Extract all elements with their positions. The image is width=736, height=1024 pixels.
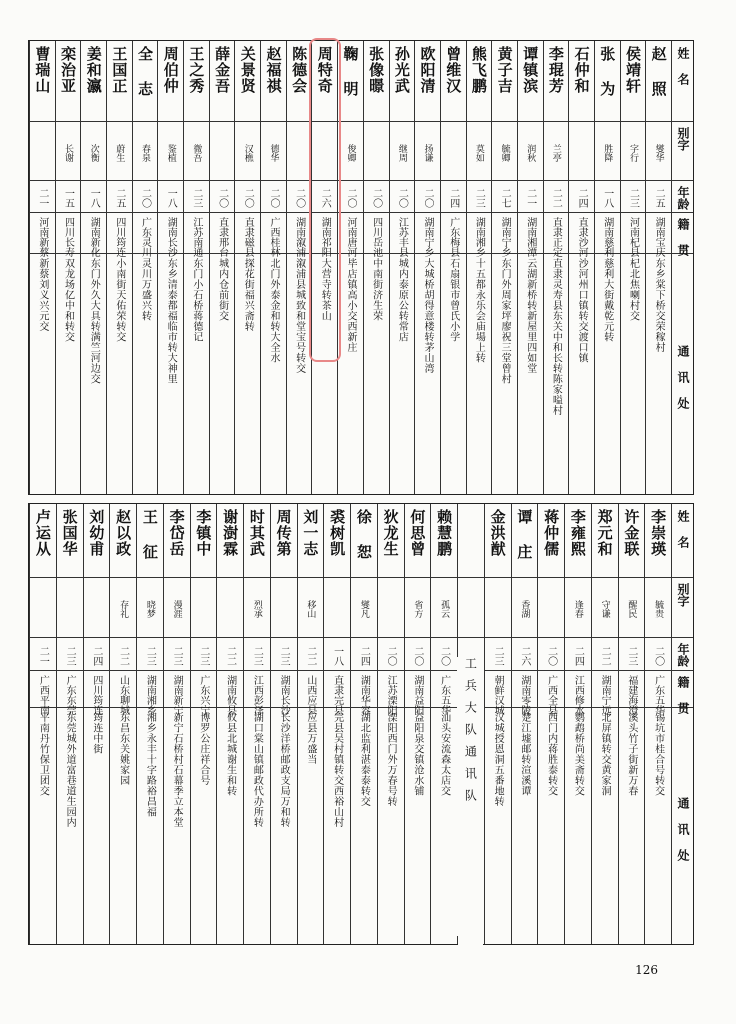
entry-age: 二三 (171, 645, 183, 666)
roster-table-top (28, 40, 694, 495)
entry-address: 益阳泉交镇沧水铺 (411, 712, 423, 796)
entry-address: 杞北焦喇村交 (627, 258, 639, 321)
entry-name: 李雍熙 (568, 509, 587, 557)
entry-age: 一八 (331, 645, 343, 666)
page-number: 126 (635, 963, 658, 977)
entry-address: 小南街天佑荣转交 (113, 258, 125, 342)
entry-address: 长沙洋桥邮政支局万和转 (278, 712, 290, 828)
entry-native: 河南新蔡 (36, 217, 48, 257)
entry-address: 湖口棠山镇邮政代办所转 (251, 712, 263, 828)
entry-address: 东门小石桥蒋德记 (190, 258, 202, 342)
entry-name: 刘一志 (301, 509, 320, 557)
entry-name: 时其武 (247, 509, 266, 557)
entry-native: 湖南新宁 (171, 675, 183, 715)
entry-name: 曹瑞山 (33, 46, 52, 94)
entry-name: 蒋仲儒 (542, 509, 561, 557)
entry-address: 新蔡刘义兴元交 (36, 258, 48, 332)
roster-table-bottom (28, 503, 694, 945)
entry-native: 江西修水 (572, 675, 584, 715)
entry-name: 谭 庄 (515, 509, 534, 560)
entry-name: 栾治亚 (59, 46, 77, 94)
entry-age: 二六 (518, 645, 530, 666)
entry-name: 张 为 (598, 46, 617, 97)
entry-address: 石扇银市曾氏小学 (447, 258, 459, 342)
entry-address: 汕头安流森太店交 (438, 712, 450, 796)
entry-native: 湖南宁乡 (499, 217, 511, 257)
header-alias: 别字 (676, 583, 690, 607)
entry-age: 二三 (251, 645, 263, 666)
entry-alias: 燮华 (653, 143, 664, 162)
entry-name: 周传第 (274, 509, 293, 557)
entry-alias: 长谢 (63, 143, 73, 162)
entry-alias: 毓卿 (499, 143, 510, 162)
entry-age: 二二 (550, 188, 562, 208)
entry-age: 二〇 (344, 188, 356, 208)
entry-age: 二〇 (267, 188, 279, 208)
header-age: 年龄 (676, 643, 690, 667)
entry-address: 应县万盛当 (304, 712, 316, 765)
entry-name: 李岱岳 (167, 509, 186, 557)
entry-native: 河南杞县 (627, 217, 639, 257)
entry-alias: 微吾 (191, 143, 202, 162)
entry-age: 二〇 (385, 645, 397, 666)
entry-alias: 省方 (412, 600, 423, 618)
entry-address: 汉城授恩洞五番地转 (492, 712, 504, 807)
entry-alias: 德华 (268, 143, 279, 162)
entry-name: 李琨芳 (546, 46, 565, 94)
entry-address: 城内仓前街交 (216, 258, 228, 321)
entry-name: 何思曾 (408, 509, 427, 557)
entry-address: 城内泰原公转常店 (396, 258, 408, 342)
entry-age: 二二 (117, 645, 129, 666)
entry-age: 二〇 (370, 188, 382, 208)
entry-age: 二〇 (293, 188, 305, 208)
entry-native: 广西全县 (545, 675, 557, 715)
entry-address: 东昌东关姚家园 (117, 712, 129, 786)
entry-address: 北屏镇转交黄家洞 (599, 712, 611, 796)
entry-native: 湖南新化 (88, 217, 100, 257)
entry-name: 赵福祺 (264, 46, 283, 94)
entry-address: 中南街济生荣 (370, 258, 382, 321)
entry-native: 湖南长沙 (278, 675, 290, 715)
entry-native: 四川筠连 (90, 675, 102, 715)
entry-native: 江苏南通 (190, 217, 202, 257)
entry-name: 鞠 明 (341, 46, 360, 97)
header-native: 籍 贯 (676, 676, 690, 714)
entry-native: 广东五华 (438, 675, 450, 715)
entry-address: 楚江墟邮转渲溪谭 (518, 712, 530, 796)
entry-alias: 存礼 (118, 600, 129, 618)
entry-age: 二三 (190, 188, 202, 208)
header-name: 姓 名 (676, 47, 690, 85)
entry-native: 湖南益阳 (411, 675, 423, 715)
entry-address: 双龙场亿中和转交 (62, 258, 74, 342)
entry-alias: 毓贵 (653, 600, 664, 618)
entry-name: 熊飞鹏 (469, 46, 488, 94)
entry-age: 二〇 (438, 645, 450, 666)
row-divider (29, 670, 693, 671)
entry-name: 王 征 (140, 509, 159, 560)
entry-native: 四川岳池 (370, 217, 382, 257)
entry-age: 二二 (304, 645, 316, 666)
entry-alias: 醒民 (626, 600, 637, 618)
entry-alias: 鉴植 (165, 143, 176, 162)
entry-age: 二四 (576, 188, 588, 208)
entry-address: 东门外久大具转满竺河边交 (88, 258, 100, 384)
entry-age: 二一 (524, 188, 536, 208)
entry-name: 欧阳清 (418, 46, 437, 94)
entry-address: 十五都永乐会庙場上转 (473, 258, 485, 363)
entry-address: 东门外周家坪廖祝三堂曾村 (499, 258, 511, 384)
entry-native: 广东东莞 (64, 675, 76, 715)
entry-address: 新宁石桥村石幕季立本堂 (171, 712, 183, 828)
entry-address: 沙河州口镇转交渡口镇 (576, 258, 588, 363)
entry-native: 山东聊城 (117, 675, 129, 715)
row-divider (29, 637, 693, 638)
entry-native: 湖南祁阳 (319, 217, 331, 257)
entry-age: 二〇 (545, 645, 557, 666)
entry-age: 二四 (358, 645, 370, 666)
entry-name: 王国正 (110, 46, 129, 94)
entry-age: 一八 (165, 188, 177, 208)
entry-address: 攸县北城谢生和转 (224, 712, 236, 796)
entry-alias: 字行 (627, 143, 638, 162)
entry-native: 湖南宁乡 (422, 217, 434, 257)
entry-name: 侯靖轩 (623, 46, 642, 94)
entry-address: 博罗公庄祥合号 (197, 712, 209, 786)
entry-native: 直隶正定 (550, 217, 562, 257)
entry-name: 黄子吉 (495, 46, 514, 94)
entry-name: 姜和瀛 (84, 46, 103, 94)
header-address: 通 讯 处 (676, 796, 690, 861)
entry-native: 四川长寿 (62, 217, 74, 257)
header-address: 通 讯 处 (676, 344, 690, 409)
entry-address: 完县吴村镇转交西裕山村 (331, 712, 343, 828)
entry-native: 湖南攸县 (224, 675, 236, 715)
entry-native: 湖南宁远 (599, 675, 611, 715)
entry-native: 湖南湘乡 (144, 675, 156, 715)
entry-name: 卢运从 (33, 509, 52, 557)
entry-name: 刘幼甫 (87, 509, 106, 557)
entry-native: 朝鲜汉城 (492, 675, 504, 715)
header-native: 籍 贯 (676, 218, 690, 256)
entry-alias: 俊卿 (345, 143, 356, 162)
entry-name: 赖慧鹏 (435, 509, 454, 557)
entry-native: 直隶磁县 (242, 217, 254, 257)
entry-alias: 春泉 (140, 143, 151, 162)
entry-age: 二〇 (139, 188, 151, 208)
entry-alias: 润秋 (525, 143, 536, 162)
entry-name: 陈德会 (290, 46, 309, 94)
entry-address: 东乡棠下桥交荣稼村 (653, 258, 665, 353)
entry-age: 二三 (625, 645, 637, 666)
entry-native: 广东兴宁 (197, 675, 209, 715)
row-divider (29, 577, 693, 578)
entry-address: 平南丹竹保卫团交 (37, 712, 49, 796)
entry-name: 周伯仲 (161, 46, 180, 94)
entry-native: 湖南华容 (358, 675, 370, 715)
entry-native: 湖南溆浦 (293, 217, 305, 257)
entry-age: 二〇 (242, 188, 254, 208)
entry-native: 广西桂林 (267, 217, 279, 257)
entry-alias: 守谦 (599, 600, 610, 618)
entry-name: 谢澍霖 (221, 509, 240, 557)
entry-age: 二三 (492, 645, 504, 666)
entry-name: 关景贤 (238, 46, 257, 94)
entry-address: 北门外泰金和转大全水 (267, 258, 279, 363)
entry-native: 广东梅县 (447, 217, 459, 257)
entry-native: 湖南湘潭 (524, 217, 536, 257)
entry-address: 溪头竹子街新万春 (625, 712, 637, 796)
entry-address: 西门内蒋胜泰转交 (545, 712, 557, 796)
entry-age: 二三 (197, 645, 209, 666)
entry-address: 溧阳西门外万春号转 (385, 712, 397, 807)
entry-age: 二三 (278, 645, 290, 666)
entry-address: 东乡清泰都福临市转大神里 (165, 258, 177, 384)
entry-age: 一五 (62, 188, 74, 208)
entry-age: 二三 (144, 645, 156, 666)
entry-native: 直隶沙河 (576, 217, 588, 257)
entry-address: 直隶灵寿县东关中和长转陈家嗌村 (550, 258, 562, 416)
entry-native: 湖南零陵 (518, 675, 530, 715)
entry-address: 大营寺转茶山 (319, 258, 331, 321)
entry-address: 云湖新桥转新屋里四如堂 (524, 258, 536, 374)
entry-age: 二一 (37, 645, 49, 666)
entry-name: 周特奇 (315, 46, 334, 94)
section-title: 工兵大队通讯队 (463, 657, 478, 811)
highlight-box (309, 38, 341, 362)
entry-name: 全 志 (136, 46, 155, 97)
entry-native: 江西彭泽 (251, 675, 263, 715)
entry-age: 二〇 (396, 188, 408, 208)
entry-native: 四川筠连 (113, 217, 125, 257)
entry-address: 东莞城外道富巷道生园内 (64, 712, 76, 828)
entry-name: 张像暻 (367, 46, 386, 94)
entry-native: 湖南长沙 (165, 217, 177, 257)
entry-age: 二〇 (411, 645, 423, 666)
entry-age: 二三 (64, 645, 76, 666)
entry-name: 张国华 (60, 509, 79, 557)
entry-native: 福建海澄 (625, 675, 637, 715)
entry-alias: 汉樵 (242, 143, 253, 162)
entry-alias: 蔚生 (114, 143, 125, 162)
entry-native: 江苏溧阳 (385, 675, 397, 715)
entry-name: 赵以政 (114, 509, 133, 557)
entry-native: 直隶邢台 (216, 217, 228, 257)
header-alias: 别字 (676, 127, 690, 151)
entry-native: 广西平南 (37, 675, 49, 715)
entry-age: 二〇 (422, 188, 434, 208)
entry-age: 二四 (90, 645, 102, 666)
entry-age: 一八 (601, 188, 613, 208)
entry-age: 二〇 (216, 188, 228, 208)
entry-alias: 莫如 (473, 143, 484, 162)
entry-address: 慈利大街戴乾元转 (601, 258, 613, 342)
entry-name: 王之秀 (187, 46, 206, 94)
entry-native: 河南唐河 (344, 217, 356, 257)
entry-name: 曾维汉 (444, 46, 463, 94)
entry-alias: 胜降 (602, 143, 613, 162)
entry-age: 二四 (447, 188, 459, 208)
entry-name: 李崇瑛 (649, 509, 668, 557)
entry-address: 鹦鹉桥尚美斋转交 (572, 712, 584, 796)
header-age: 年龄 (676, 186, 690, 210)
entry-alias: 次衡 (88, 143, 99, 162)
entry-age: 二一 (36, 188, 48, 208)
entry-age: 二五 (653, 188, 665, 208)
entry-age: 二二 (224, 645, 236, 666)
entry-alias: 香湖 (519, 600, 530, 618)
entry-age: 二〇 (652, 645, 664, 666)
entry-name: 金洪猷 (488, 509, 507, 557)
entry-age: 二四 (572, 645, 584, 666)
entry-native: 湖南宝庆 (653, 217, 665, 257)
entry-name: 郑元和 (595, 509, 614, 557)
entry-alias: 燮凡 (358, 600, 369, 618)
entry-alias: 兰亭 (550, 143, 561, 162)
entry-name: 裘树凯 (328, 509, 347, 557)
entry-alias: 晓梦 (144, 600, 155, 618)
entry-age: 二三 (627, 188, 639, 208)
entry-name: 石仲和 (572, 46, 591, 94)
entry-name: 许金联 (622, 509, 641, 557)
entry-alias: 扬谦 (422, 143, 433, 162)
entry-alias: 移山 (305, 600, 316, 618)
entry-alias: 漫涯 (171, 600, 182, 618)
entry-native: 广东灵川 (139, 217, 151, 257)
entry-native: 广东五华 (652, 675, 664, 715)
entry-native: 江苏丰县 (396, 217, 408, 257)
entry-name: 狄龙生 (381, 509, 400, 557)
entry-name: 谭镇滨 (521, 46, 540, 94)
entry-age: 二六 (319, 188, 331, 208)
entry-address: 湖北监利湛泰泰转交 (358, 712, 370, 807)
entry-address: 筠连中街 (90, 712, 102, 754)
entry-name: 薛金吾 (213, 46, 232, 94)
entry-address: 锡坑市桂合号转交 (652, 712, 664, 796)
entry-address: 探花街福兴斋转 (242, 258, 254, 332)
entry-address: 溆浦县城致和堂宝号转交 (293, 258, 305, 374)
entry-native: 直隶完县 (331, 675, 343, 715)
entry-address: 湘乡永丰十字路裕昌福 (144, 712, 156, 817)
entry-native: 山西应县 (304, 675, 316, 715)
entry-name: 孙光武 (392, 46, 411, 94)
entry-age: 二三 (473, 188, 485, 208)
entry-age: 二二 (599, 645, 611, 666)
entry-age: 二七 (499, 188, 511, 208)
header-name: 姓 名 (676, 510, 690, 548)
entry-alias: 烈承 (251, 600, 262, 618)
entry-alias: 孤云 (439, 600, 450, 618)
entry-age: 一八 (88, 188, 100, 208)
entry-address: 毕店镇高小交西新庄 (344, 258, 356, 353)
entry-name: 徐 恕 (354, 509, 373, 560)
entry-native: 湖南慈利 (601, 217, 613, 257)
entry-native: 湖南湘乡 (473, 217, 485, 257)
entry-address: 灵川万盛兴转 (139, 258, 151, 321)
entry-alias: 继周 (396, 143, 407, 162)
entry-address: 大城桥胡得意楼转茅山湾 (422, 258, 434, 374)
entry-alias: 逢春 (572, 600, 583, 618)
entry-name: 赵 照 (649, 46, 668, 97)
entry-name: 李镇中 (194, 509, 213, 557)
entry-age: 二五 (113, 188, 125, 208)
